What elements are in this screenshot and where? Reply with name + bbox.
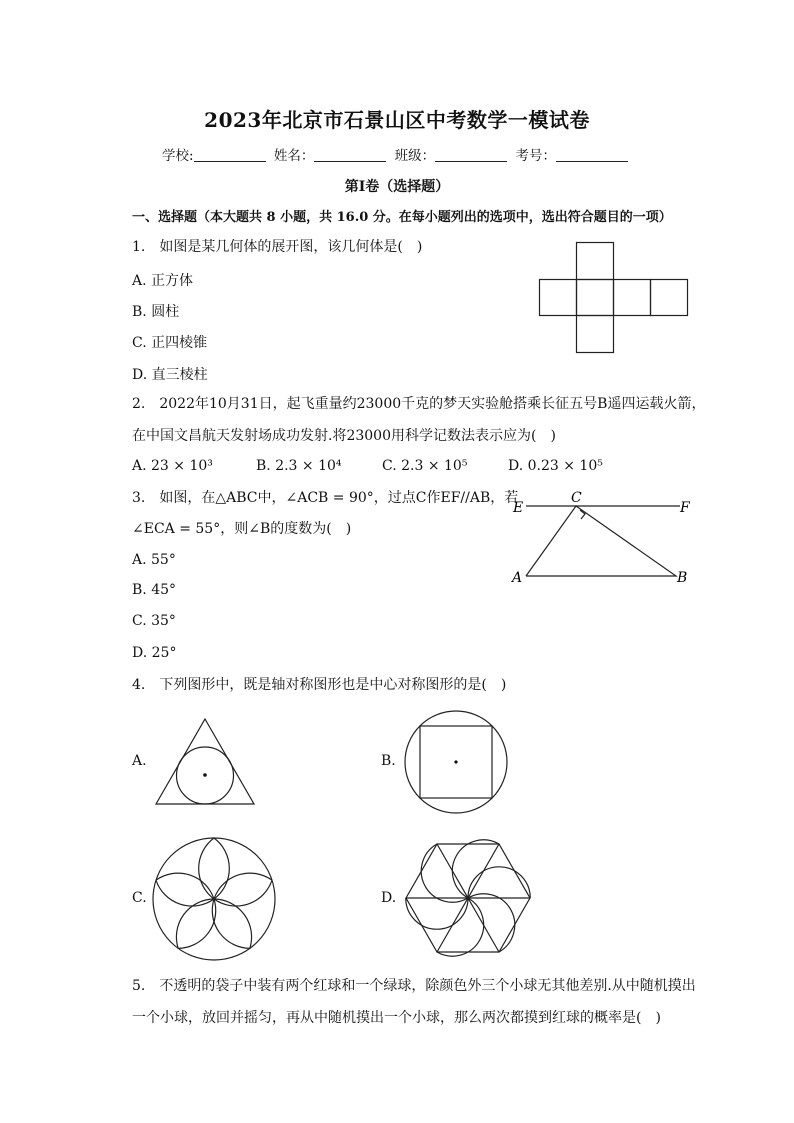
q5-stem-line1: 5. 不透明的袋子中装有两个红球和一个绿球，除颜色外三个小球无其他差别.从中随机摸出	[132, 978, 696, 994]
q1-option-a[interactable]: A. 正方体	[132, 273, 194, 289]
q4-stem: 4. 下列图形中，既是轴对称图形也是中心对称图形的是( )	[132, 677, 507, 693]
q4-label-a[interactable]: A.	[132, 753, 147, 769]
q1-option-b[interactable]: B. 圆柱	[132, 304, 180, 320]
student-info-line	[0, 144, 794, 164]
q4-label-c[interactable]: C.	[132, 890, 147, 906]
q4-figure-d[interactable]	[406, 842, 530, 954]
label-c: C	[571, 490, 582, 506]
net-square-left	[540, 280, 577, 316]
q1-option-c[interactable]: C. 正四棱锥	[132, 335, 208, 351]
q2-option-d[interactable]: D. 0.23 × 10⁵	[508, 458, 603, 474]
q3-stem-line2: ∠ECA = 55°，则∠B的度数为( )	[132, 521, 352, 537]
label-b: B	[677, 570, 688, 586]
q2-option-c[interactable]: C. 2.3 × 10⁵	[382, 458, 468, 474]
q2-stem-line2: 在中国文昌航天发射场成功发射.将23000用科学记数法表示应为( )	[132, 428, 556, 444]
q3-stem-line1: 3. 如图，在△ABC中，∠ACB = 90°，过点C作EF//AB，若	[132, 490, 519, 506]
q1-option-d[interactable]: D. 直三棱柱	[132, 367, 208, 383]
class-field[interactable]	[435, 147, 507, 162]
triangle-shape	[156, 719, 254, 804]
center-dot	[203, 773, 207, 777]
q2-option-b[interactable]: B. 2.3 × 10⁴	[256, 458, 342, 474]
q5-stem-line2: 一个小球，放回并摇匀，再从中随机摸出一个小球，那么两次都摸到红球的概率是( )	[132, 1010, 661, 1026]
q1-stem: 1. 如图是某几何体的展开图，该几何体是( )	[132, 239, 423, 255]
q2-stem-line1: 2. 2022年10月31日，起飞重量约23000千克的梦天实验舱搭乘长征五号B遥四运载火箭，	[132, 396, 706, 412]
school-field[interactable]	[194, 147, 266, 162]
name-field[interactable]	[314, 147, 386, 162]
q2-option-a[interactable]: A. 23 × 10³	[132, 458, 213, 474]
q3-option-c[interactable]: C. 35°	[132, 613, 176, 629]
label-e: E	[513, 500, 524, 516]
part-heading: 第I卷（选择题）	[344, 179, 450, 195]
label-a: A	[512, 570, 523, 586]
net-square-top	[577, 243, 614, 280]
exam-no-label: 考号：	[515, 148, 556, 164]
q3-option-b[interactable]: B. 45°	[132, 582, 177, 598]
net-square-center	[577, 280, 614, 316]
center-dot	[454, 760, 457, 763]
exam-no-field[interactable]	[556, 147, 628, 162]
exam-title: 2023年北京市石景山区中考数学一模试卷	[204, 108, 590, 132]
net-square-far-right	[651, 280, 688, 316]
q3-option-d[interactable]: D. 25°	[132, 645, 177, 661]
q4-figure-c[interactable]	[152, 837, 276, 961]
q4-figure-a[interactable]	[154, 718, 256, 806]
q4-label-d[interactable]: D.	[381, 890, 397, 906]
q1-net-figure	[538, 242, 690, 354]
q4-label-b[interactable]: B.	[381, 753, 396, 769]
q3-triangle-figure	[508, 488, 698, 588]
net-square-right	[614, 280, 651, 316]
label-f: F	[680, 500, 690, 516]
section-heading: 一、选择题（本大题共 8 小题，共 16.0 分。在每小题列出的选项中，选出符合题目的一项）	[132, 210, 672, 225]
q3-option-a[interactable]: A. 55°	[132, 552, 176, 568]
class-label: 班级：	[394, 148, 436, 164]
q4-figure-b[interactable]	[404, 710, 508, 814]
name-label: 姓名：	[273, 148, 315, 164]
net-square-bottom	[577, 316, 614, 353]
triangle-abc	[526, 506, 676, 576]
school-label: 学校:	[162, 148, 194, 164]
